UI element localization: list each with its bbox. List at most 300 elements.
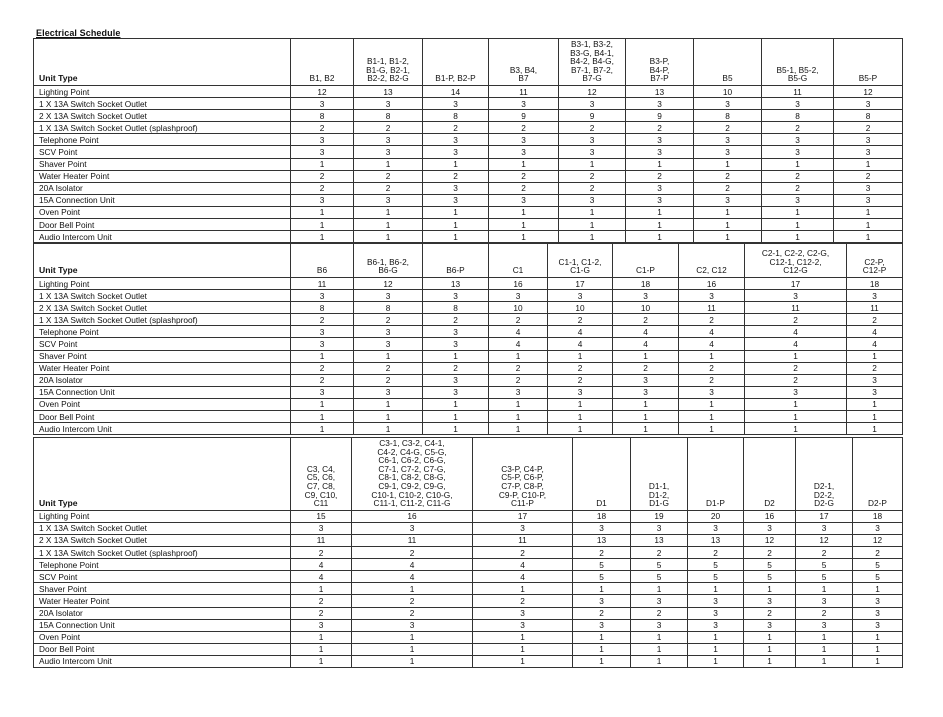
table-cell: 16 [489,278,548,290]
table-cell: 2 [291,547,352,559]
table-cell: 1 [626,219,694,231]
table-cell: 12 [559,85,626,97]
header-row [34,438,903,511]
table-cell: 1 [573,631,631,643]
table-cell: 2 [626,170,694,182]
table-cell: 3 [688,619,744,631]
unit-type-header: Unit Type [34,39,291,86]
table-cell: 2 [679,374,745,386]
table-row [34,571,903,583]
table-row [34,398,903,410]
table-row [34,510,903,522]
table-cell: 2 [291,314,354,326]
table-cell: 1 [548,411,613,423]
row-label: 1 X 13A Switch Socket Outlet (splashproof) [34,547,291,559]
table-cell: 1 [559,231,626,243]
table-cell: 4 [548,326,613,338]
table-cell: 16 [679,278,745,290]
table-cell: 2 [847,314,903,326]
table-cell: 2 [559,170,626,182]
table-cell: 2 [745,314,847,326]
table-cell: 1 [688,631,744,643]
table-cell: 1 [679,398,745,410]
table-cell: 3 [354,386,423,398]
table-cell: 2 [745,362,847,374]
unit-type-column-header: C3-1, C3-2, C4-1, C4-2, C4-G, C5-G, C6-1, C6-2, C6-G, C7-1, C7-2, C7-G, C8-1, C8-2, C8-G, C9-1, C9-2, C9-G, C10-1, C10-2, C10-G, C11-1, C11-2, C11-G [352,438,473,511]
table-cell: 1 [853,583,903,595]
table-cell: 13 [688,534,744,546]
table-cell: 1 [352,655,473,667]
table-row [34,619,903,631]
table-row [34,547,903,559]
table-cell: 11 [489,85,559,97]
table-cell: 1 [354,206,423,218]
table-cell: 4 [473,571,573,583]
table-cell: 1 [847,350,903,362]
table-cell: 1 [352,643,473,655]
row-label: 20A Isolator [34,374,291,386]
table-cell: 3 [423,374,489,386]
table-cell: 1 [423,219,489,231]
table-cell: 1 [834,231,903,243]
row-label: Water Heater Point [34,595,291,607]
table-cell: 2 [573,607,631,619]
table-cell: 11 [473,534,573,546]
table-cell: 2 [489,170,559,182]
table-cell: 1 [291,231,354,243]
table-cell: 3 [834,194,903,206]
table-cell: 3 [423,98,489,110]
table-cell: 1 [745,398,847,410]
table-cell: 1 [423,411,489,423]
table-cell: 2 [352,547,473,559]
table-cell: 5 [573,571,631,583]
table-cell: 1 [694,206,762,218]
table-cell: 3 [679,386,745,398]
table-cell: 18 [613,278,679,290]
table-cell: 3 [559,194,626,206]
table-cell: 3 [853,619,903,631]
table-cell: 1 [423,350,489,362]
table-cell: 2 [796,607,853,619]
table-cell: 17 [796,510,853,522]
table-cell: 1 [853,643,903,655]
table-row [34,290,903,302]
table-row [34,194,903,206]
unit-type-column-header: D2 [744,438,796,511]
table-cell: 2 [548,314,613,326]
row-label: SCV Point [34,571,291,583]
table-cell: 3 [688,595,744,607]
table-cell: 11 [291,278,354,290]
table-row [34,314,903,326]
table-cell: 1 [762,231,834,243]
table-cell: 3 [354,326,423,338]
table-row [34,182,903,194]
table-cell: 2 [489,362,548,374]
table-cell: 1 [354,350,423,362]
table-cell: 17 [473,510,573,522]
table-cell: 3 [847,374,903,386]
table-cell: 2 [762,170,834,182]
row-label: Lighting Point [34,510,291,522]
table-cell: 3 [694,146,762,158]
table-cell: 3 [489,194,559,206]
table-cell: 2 [762,182,834,194]
table-cell: 5 [688,571,744,583]
table-cell: 1 [847,423,903,435]
table-row [34,607,903,619]
table-cell: 11 [352,534,473,546]
table-cell: 4 [745,326,847,338]
table-cell: 1 [796,643,853,655]
table-cell: 1 [473,583,573,595]
table-cell: 1 [573,643,631,655]
table-row [34,134,903,146]
table-row [34,631,903,643]
table-row [34,219,903,231]
table-cell: 1 [291,643,352,655]
row-label: Water Heater Point [34,362,291,374]
table-cell: 2 [354,122,423,134]
table-row [34,534,903,546]
table-cell: 1 [631,655,688,667]
table-cell: 1 [548,350,613,362]
table-cell: 1 [354,231,423,243]
table-cell: 3 [762,146,834,158]
table-row [34,595,903,607]
table-cell: 3 [423,338,489,350]
table-cell: 1 [489,219,559,231]
table-cell: 3 [688,607,744,619]
unit-type-column-header: B1, B2 [291,39,354,86]
table-cell: 1 [694,158,762,170]
table-cell: 1 [853,655,903,667]
table-cell: 3 [354,134,423,146]
table-cell: 3 [688,522,744,534]
table-cell: 2 [489,314,548,326]
row-label: Audio Intercom Unit [34,655,291,667]
table-cell: 1 [291,206,354,218]
table-row [34,326,903,338]
table-row [34,158,903,170]
table-cell: 1 [354,411,423,423]
unit-type-header: Unit Type [34,244,291,278]
table-cell: 3 [626,134,694,146]
table-cell: 15 [291,510,352,522]
table-cell: 18 [573,510,631,522]
table-cell: 1 [679,350,745,362]
table-cell: 1 [473,643,573,655]
table-cell: 3 [631,595,688,607]
table-cell: 1 [354,398,423,410]
table-cell: 2 [744,547,796,559]
table-row [34,583,903,595]
table-cell: 2 [423,170,489,182]
table-row [34,362,903,374]
table-cell: 1 [352,583,473,595]
table-cell: 8 [423,302,489,314]
table-row [34,411,903,423]
header-row [34,39,903,86]
table-cell: 19 [631,510,688,522]
table-cell: 1 [688,583,744,595]
table-cell: 3 [573,595,631,607]
table-cell: 1 [694,219,762,231]
table-row [34,522,903,534]
table-cell: 1 [354,158,423,170]
table-cell: 1 [559,158,626,170]
table-cell: 3 [834,134,903,146]
table-cell: 2 [796,547,853,559]
table-cell: 4 [489,338,548,350]
table-cell: 10 [548,302,613,314]
table-cell: 3 [473,607,573,619]
table-cell: 3 [796,595,853,607]
table-cell: 1 [631,583,688,595]
row-label: 15A Connection Unit [34,194,291,206]
table-cell: 3 [489,134,559,146]
table-cell: 2 [613,314,679,326]
table-cell: 14 [423,85,489,97]
table-cell: 1 [613,411,679,423]
table-cell: 1 [573,583,631,595]
table-cell: 3 [291,98,354,110]
table-cell: 16 [352,510,473,522]
table-cell: 3 [354,338,423,350]
table-cell: 1 [489,423,548,435]
table-cell: 4 [613,326,679,338]
table-cell: 11 [291,534,352,546]
row-label: Oven Point [34,631,291,643]
table-cell: 1 [291,631,352,643]
table-cell: 1 [613,350,679,362]
table-cell: 16 [744,510,796,522]
unit-type-column-header: B5-P [834,39,903,86]
table-cell: 1 [291,423,354,435]
table-cell: 4 [352,559,473,571]
table-cell: 4 [548,338,613,350]
table-cell: 5 [796,571,853,583]
schedule-table-2 [33,243,903,435]
table-cell: 1 [688,655,744,667]
table-cell: 3 [291,146,354,158]
table-cell: 1 [352,631,473,643]
row-label: 1 X 13A Switch Socket Outlet [34,98,291,110]
row-label: Oven Point [34,206,291,218]
table-cell: 4 [679,326,745,338]
table-cell: 1 [688,643,744,655]
table-cell: 2 [291,607,352,619]
table-cell: 3 [834,182,903,194]
unit-type-column-header: B6 [291,244,354,278]
table-cell: 2 [834,122,903,134]
table-row [34,374,903,386]
table-cell: 4 [489,326,548,338]
row-label: 20A Isolator [34,182,291,194]
page-title: Electrical Schedule [36,28,121,38]
table-cell: 3 [548,386,613,398]
table-cell: 17 [548,278,613,290]
table-cell: 1 [291,655,352,667]
unit-type-column-header: C1-1, C1-2, C1-G [548,244,613,278]
table-cell: 4 [847,326,903,338]
table-cell: 3 [291,194,354,206]
table-cell: 2 [679,314,745,326]
table-cell: 3 [354,194,423,206]
table-cell: 1 [423,423,489,435]
table-cell: 8 [423,110,489,122]
table-cell: 1 [489,398,548,410]
table-cell: 1 [834,158,903,170]
table-cell: 2 [291,182,354,194]
table-cell: 4 [745,338,847,350]
table-cell: 2 [352,607,473,619]
table-cell: 1 [744,643,796,655]
table-row [34,110,903,122]
table-cell: 1 [473,655,573,667]
table-cell: 5 [631,559,688,571]
table-cell: 3 [573,522,631,534]
table-cell: 3 [631,522,688,534]
table-cell: 2 [291,595,352,607]
table-cell: 4 [679,338,745,350]
table-cell: 1 [423,398,489,410]
table-cell: 1 [613,398,679,410]
table-cell: 1 [573,655,631,667]
table-cell: 2 [834,170,903,182]
table-cell: 2 [694,170,762,182]
table-cell: 5 [853,559,903,571]
unit-type-column-header: B5 [694,39,762,86]
table-cell: 3 [473,522,573,534]
table-cell: 1 [744,631,796,643]
table-row [34,170,903,182]
unit-type-column-header: C1-P [613,244,679,278]
table-cell: 12 [354,278,423,290]
table-cell: 3 [291,134,354,146]
table-cell: 3 [694,194,762,206]
table-cell: 3 [559,146,626,158]
table-cell: 2 [354,374,423,386]
table-row [34,85,903,97]
table-cell: 11 [745,302,847,314]
table-cell: 1 [423,158,489,170]
table-cell: 1 [423,231,489,243]
table-cell: 2 [679,362,745,374]
table-cell: 2 [354,362,423,374]
table-cell: 3 [423,194,489,206]
schedule-table-3 [33,437,903,668]
table-cell: 3 [423,182,489,194]
row-label: Shaver Point [34,350,291,362]
table-cell: 2 [631,547,688,559]
table-cell: 3 [847,290,903,302]
table-cell: 1 [626,231,694,243]
table-cell: 1 [473,631,573,643]
table-cell: 13 [423,278,489,290]
table-cell: 1 [834,219,903,231]
table-cell: 4 [291,571,352,583]
table-row [34,122,903,134]
table-cell: 3 [573,619,631,631]
table-cell: 3 [473,619,573,631]
table-cell: 3 [489,146,559,158]
table-cell: 1 [354,423,423,435]
table-cell: 3 [613,386,679,398]
table-cell: 1 [847,398,903,410]
table-cell: 2 [423,314,489,326]
unit-type-column-header: D2-P [853,438,903,511]
table-cell: 3 [489,386,548,398]
row-label: 1 X 13A Switch Socket Outlet [34,290,291,302]
table-cell: 13 [626,85,694,97]
unit-type-column-header: B3-P, B4-P, B7-P [626,39,694,86]
row-label: 20A Isolator [34,607,291,619]
table-cell: 1 [744,655,796,667]
table-cell: 4 [847,338,903,350]
table-cell: 1 [762,219,834,231]
table-cell: 1 [626,158,694,170]
table-cell: 1 [291,411,354,423]
table-cell: 18 [853,510,903,522]
table-cell: 11 [847,302,903,314]
table-row [34,338,903,350]
table-cell: 3 [853,595,903,607]
table-row [34,206,903,218]
table-cell: 2 [762,122,834,134]
table-cell: 3 [853,522,903,534]
table-cell: 3 [352,522,473,534]
table-cell: 1 [489,411,548,423]
table-cell: 1 [291,398,354,410]
table-cell: 13 [631,534,688,546]
table-cell: 4 [473,559,573,571]
table-cell: 3 [679,290,745,302]
table-cell: 2 [548,374,613,386]
table-cell: 1 [745,423,847,435]
row-label: Audio Intercom Unit [34,423,291,435]
table-cell: 12 [796,534,853,546]
table-cell: 1 [548,398,613,410]
table-cell: 2 [291,170,354,182]
row-label: Door Bell Point [34,411,291,423]
table-cell: 3 [613,290,679,302]
row-label: Water Heater Point [34,170,291,182]
table-cell: 3 [559,134,626,146]
row-label: Lighting Point [34,278,291,290]
table-cell: 3 [744,619,796,631]
table-cell: 8 [291,302,354,314]
table-cell: 2 [352,595,473,607]
table-row [34,146,903,158]
table-cell: 12 [744,534,796,546]
table-cell: 3 [291,326,354,338]
unit-type-column-header: C2-P, C12-P [847,244,903,278]
table-cell: 11 [762,85,834,97]
table-cell: 12 [834,85,903,97]
table-cell: 2 [613,362,679,374]
table-cell: 3 [834,146,903,158]
table-cell: 1 [489,206,559,218]
unit-type-column-header: D1-P [688,438,744,511]
row-label: SCV Point [34,146,291,158]
table-cell: 11 [679,302,745,314]
table-cell: 3 [626,194,694,206]
table-cell: 18 [847,278,903,290]
table-cell: 8 [354,302,423,314]
table-cell: 2 [626,122,694,134]
